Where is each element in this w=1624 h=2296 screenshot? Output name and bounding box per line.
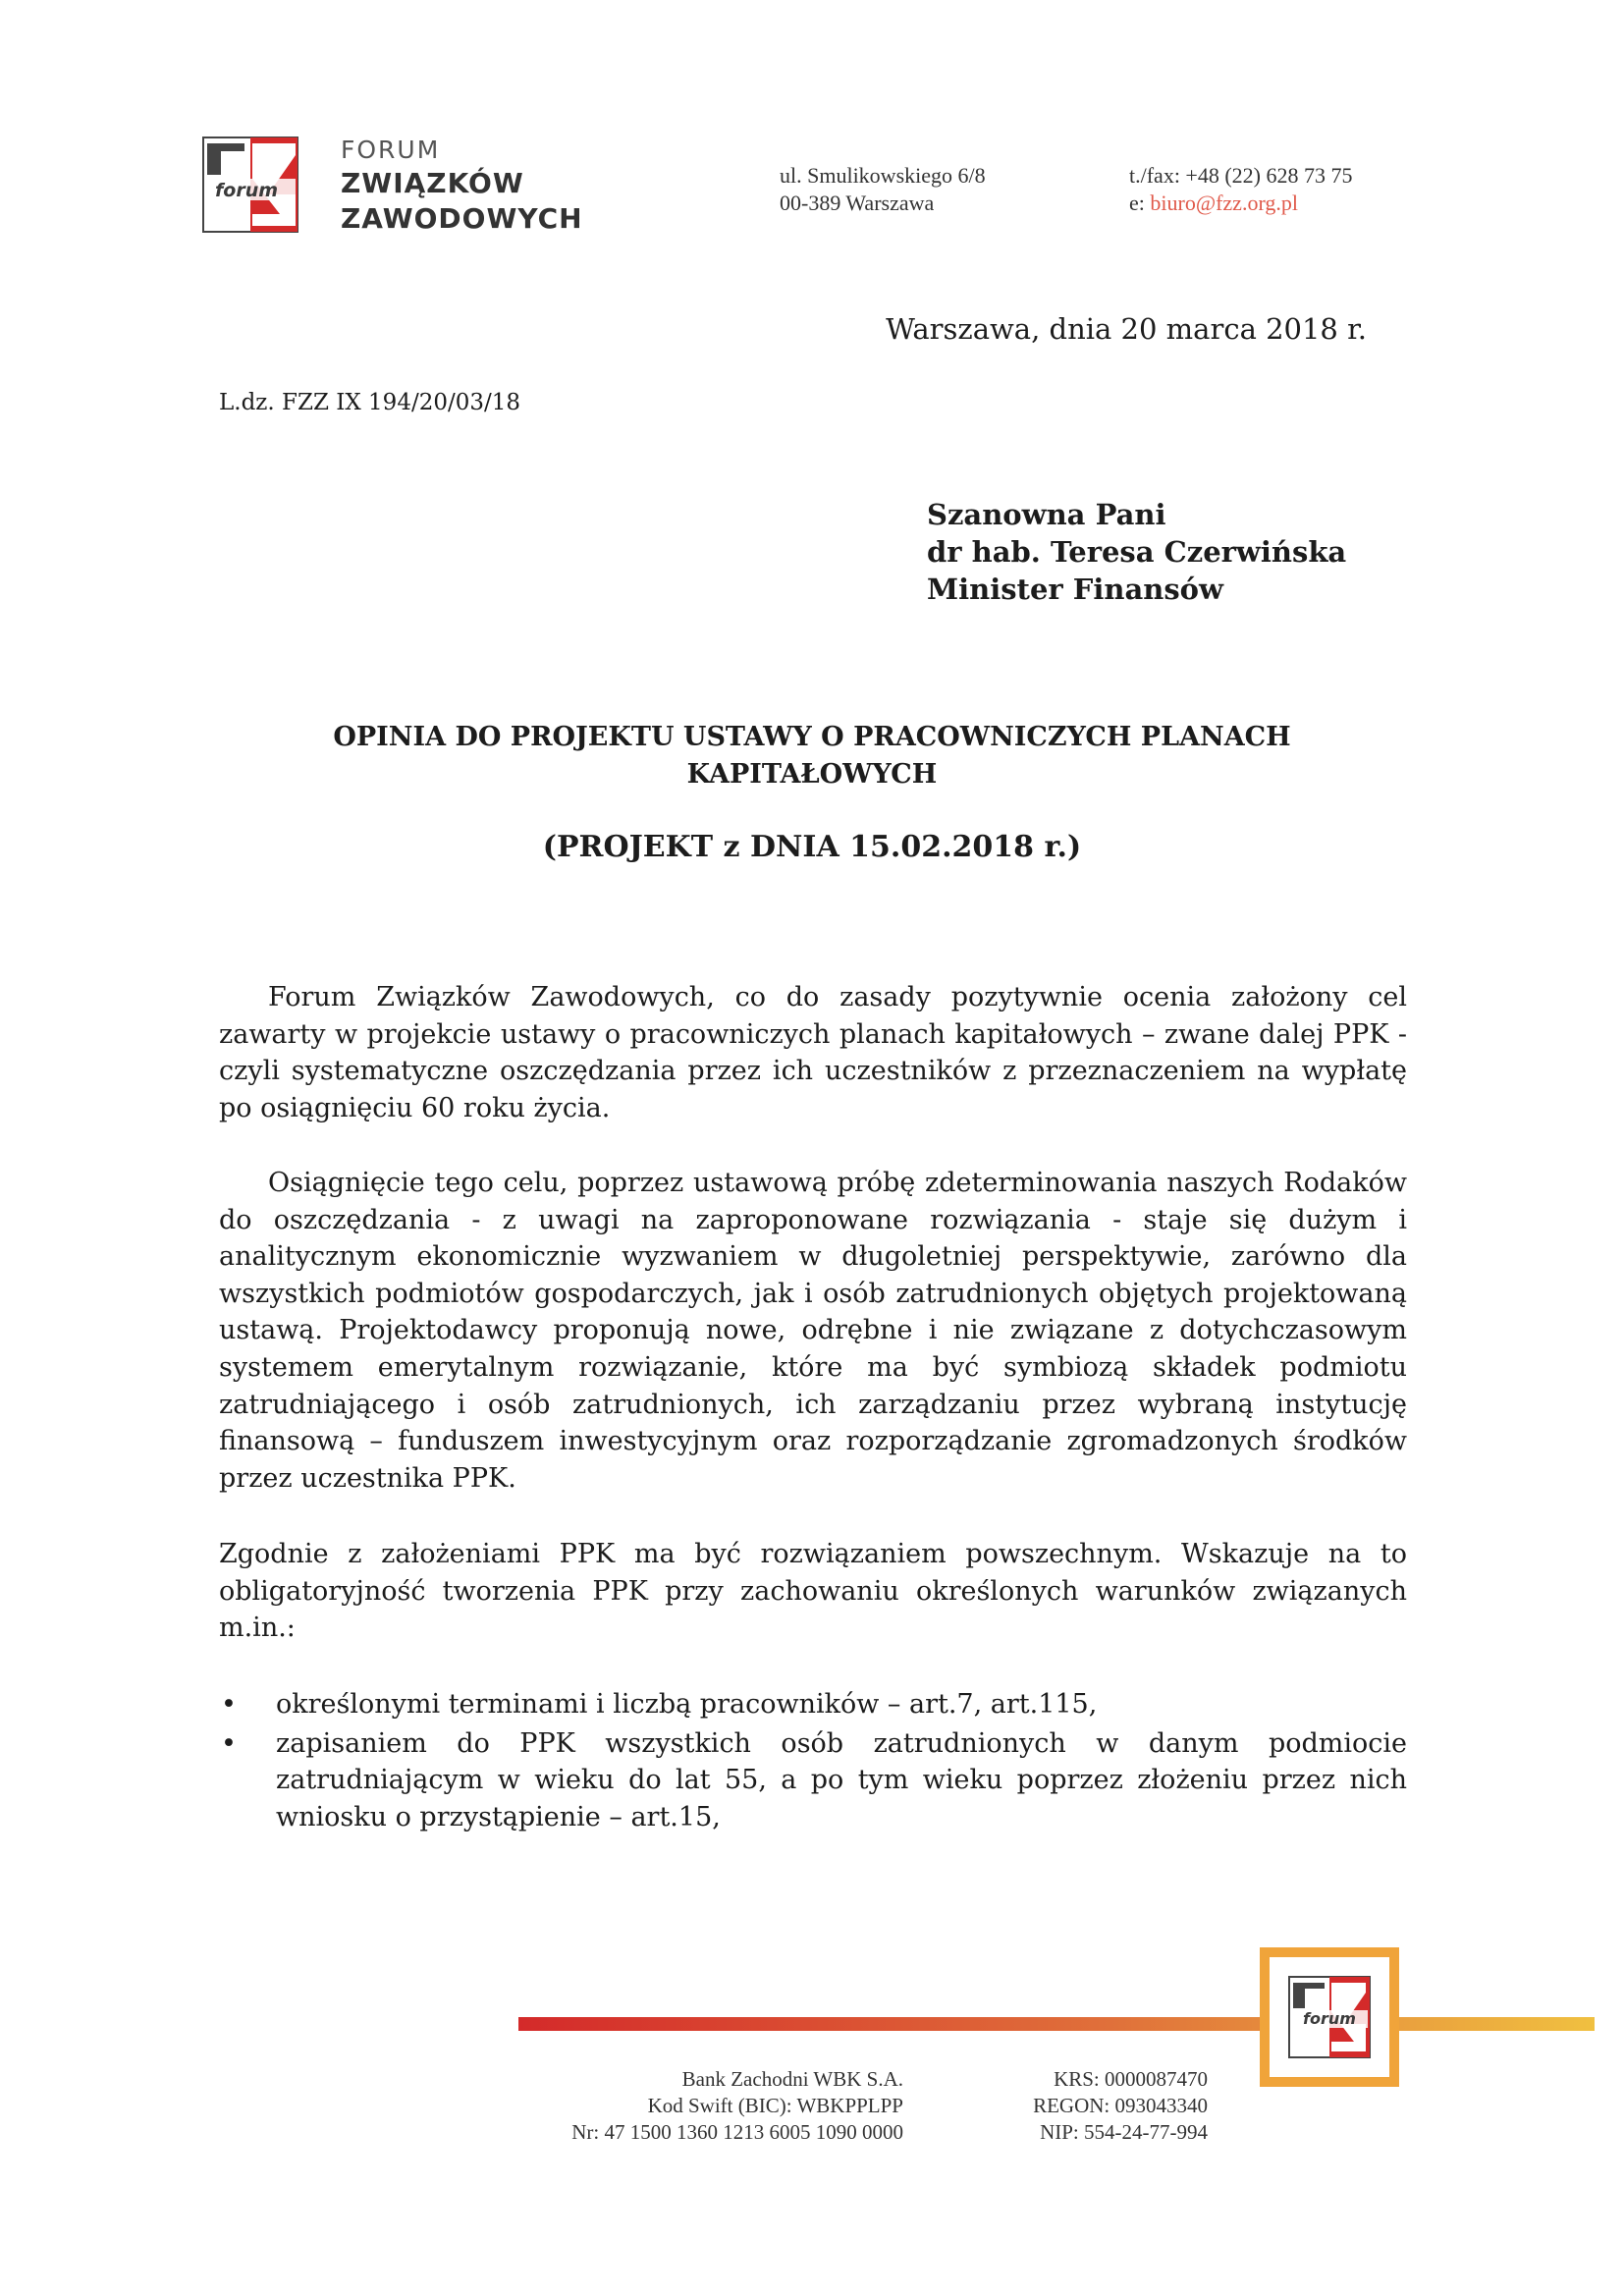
fzz-logo-text: forum [215, 180, 279, 201]
brand-line-zawodowych: ZAWODOWYCH [341, 202, 583, 235]
addressee-name: dr hab. Teresa Czerwińska [927, 535, 1347, 569]
registry-regon: REGON: 093043340 [1033, 2094, 1208, 2117]
footer-bank-info [571, 2066, 903, 2146]
contact-phone: t./fax: +48 (22) 628 73 75 [1129, 163, 1353, 188]
reference-number: L.dz. FZZ IX 194/20/03/18 [219, 390, 520, 415]
document-subtitle: (PROJEKT z DNIA 15.02.2018 r.) [542, 830, 1082, 864]
bullet-list [219, 1686, 1407, 1837]
bullet-item [219, 1686, 1407, 1723]
paragraph-2: Osiągnięcie tego celu, poprzez ustawową próbę zdeterminowania naszych Rodaków do oszczędzania - z uwagi na zaproponowane rozwiązania - staje się dużym i analitycznym ekonomicznie wyzwaniem w długoletniej perspektywie, zarówno dla wszystkich podmiotów gospodarczych, jak i osób zatrudnionych objętych projektowaną ustawą. Projektodawcy proponują nowe, odrębne i nie związane z dotychczasowym systemem emerytalnym rozwiązanie, które ma być symbiozą składek podmiotu zatrudniającego i osób zatrudnionych, ich zarządzaniu przez wybraną instytucję finansową – funduszem inwestycyjnym oraz rozporządzanie zgromadzonych środków przez uczestnika PPK. [219, 1168, 1407, 1494]
footer-divider-bar [518, 2017, 1595, 2031]
address-city: 00-389 Warszawa [780, 191, 935, 215]
contact-info [1129, 162, 1353, 217]
bank-name: Bank Zachodni WBK S.A. [681, 2067, 903, 2091]
contact-email-link[interactable]: biuro@fzz.org.pl [1150, 191, 1298, 215]
contact-email-line [1129, 190, 1353, 217]
footer-logo-text: forum [1303, 2009, 1356, 2028]
bullet-dot: • [221, 1727, 237, 1759]
footer-registry-info [1011, 2066, 1208, 2146]
paragraph-3: Zgodnie z założeniami PPK ma być rozwiązaniem powszechnym. Wskazuje na to obligatoryjność tworzenia PPK przy zachowaniu określonych warunków związanych m.in.: [219, 1539, 1407, 1644]
addressee-position: Minister Finansów [927, 573, 1223, 606]
document-title-line1: OPINIA DO PROJEKTU USTAWY O PRACOWNICZYCH PLANACH [333, 722, 1291, 752]
email-prefix: e: [1129, 191, 1151, 215]
registry-krs: KRS: 0000087470 [1054, 2067, 1208, 2091]
bullet-text: określonymi terminami i liczbą pracowników – art.7, art.115, [276, 1689, 1098, 1720]
letter-date: Warszawa, dnia 20 marca 2018 r. [886, 312, 1367, 346]
fzz-logo [201, 136, 299, 234]
document-title-line2: KAPITAŁOWYCH [686, 759, 938, 790]
registry-nip: NIP: 554-24-77-994 [1040, 2120, 1208, 2144]
addressee-block [927, 496, 1346, 608]
footer-logo [1260, 1947, 1399, 2087]
bullet-item [219, 1725, 1407, 1836]
bullet-text: zapisaniem do PPK wszystkich osób zatrudnionych w danym podmiocie zatrudniającym w wieku do lat 55, a po tym wieku poprzez złożeniu przez nich wniosku o przystąpienie – art.15, [276, 1727, 1407, 1832]
paragraph-1: Forum Związków Zawodowych, co do zasady pozytywnie ocenia założony cel zawarty w projekcie ustawy o pracowniczych planach kapitałowych – zwane dalej PPK - czyli systematyczne oszczędzania przez ich uczestników z przeznaczeniem na wypłatę po osiągnięciu 60 roku życia. [219, 982, 1407, 1123]
office-address [780, 162, 986, 217]
address-street: ul. Smulikowskiego 6/8 [780, 163, 986, 188]
brand-line-zwiazkow: ZWIĄZKÓW [341, 167, 524, 199]
bank-swift: Kod Swift (BIC): WBKPPLPP [647, 2094, 903, 2117]
bullet-dot: • [221, 1689, 237, 1720]
brand-line-forum: FORUM [341, 136, 441, 164]
document-title [0, 719, 1624, 793]
addressee-salutation: Szanowna Pani [927, 498, 1166, 531]
bank-account: Nr: 47 1500 1360 1213 6005 1090 0000 [571, 2120, 903, 2144]
